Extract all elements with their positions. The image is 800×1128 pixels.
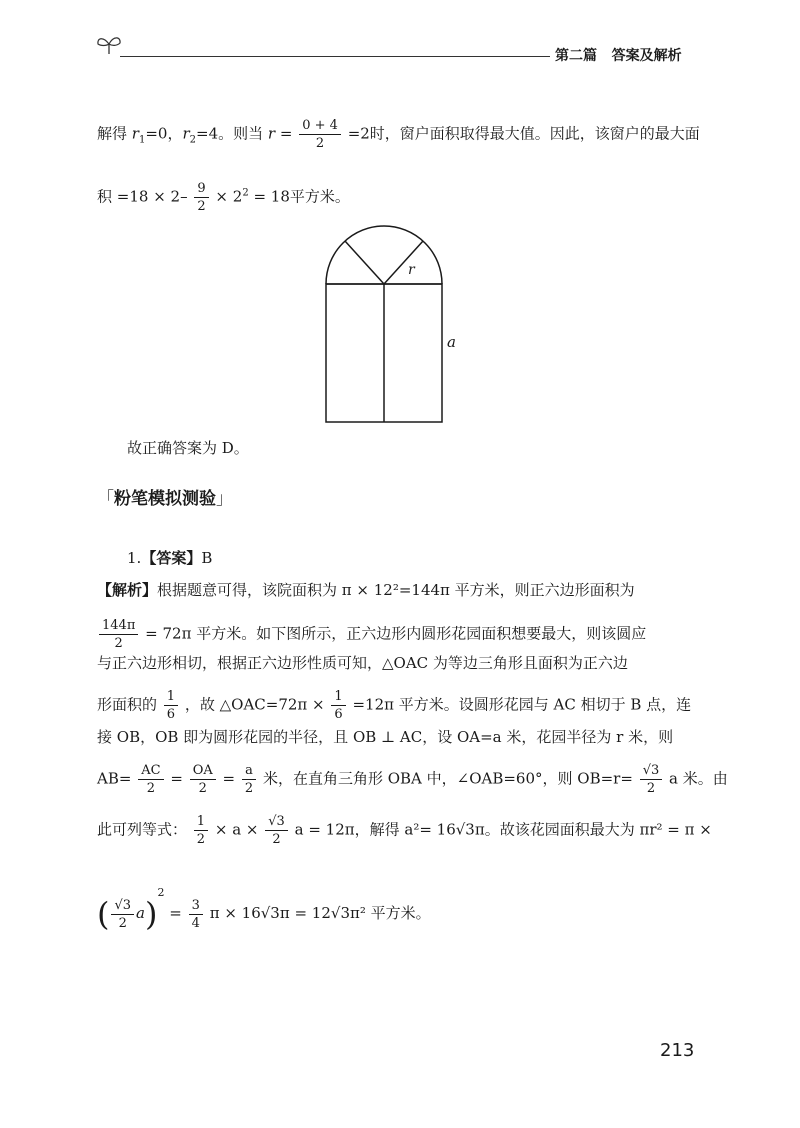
header-rule bbox=[120, 56, 550, 57]
arch-radius-right bbox=[384, 241, 423, 284]
label-r: r bbox=[408, 262, 415, 278]
fraction-3-over-4: $\frac{3}{4}$ bbox=[189, 897, 203, 932]
bracket-left-icon: 「 bbox=[97, 489, 114, 509]
fraction-a-over-2: $\frac{a}{2}$ bbox=[242, 762, 256, 797]
window-arch bbox=[326, 226, 442, 284]
fraction-sqrt3-over-2: $\frac{√3}{2}$ bbox=[640, 762, 663, 797]
fraction-sqrt3-over-2-c: $\frac{√3}{2}$ bbox=[111, 897, 134, 932]
fraction-9-over-2: $\frac{9}{2}$ bbox=[194, 180, 208, 215]
fraction-1-over-6: $\frac{1}{6}$ bbox=[164, 688, 178, 723]
q1-line-7: 此可列等式： $\frac{1}{2}$ × a × $\frac{√3}{2}$ a = 12π，解得 a²= 16√3π。故该花园面积最大为 πr² = π × bbox=[97, 814, 712, 847]
fraction-oa-over-2: $\frac{OA}{2}$ bbox=[190, 762, 216, 797]
header-subtitle: 答案及解析 bbox=[611, 48, 682, 64]
fraction-1-over-2: $\frac{1}{2}$ bbox=[194, 813, 208, 848]
arch-radius-left bbox=[345, 241, 384, 284]
window-figure bbox=[320, 220, 470, 430]
header-title bbox=[555, 45, 682, 65]
q1-line-3: 与正六边形相切，根据正六边形性质可知，△OAC 为等边三角形且面积为正六边 bbox=[97, 654, 628, 672]
page-number: 213 bbox=[660, 1040, 695, 1061]
fraction-0-plus-4-over-2: $\frac{0 + 4}{2}$ bbox=[299, 117, 341, 152]
bracket-right-icon: 」 bbox=[216, 489, 233, 509]
q1-line-8: ( $\frac{√3}{2}$ a)$^2$ = $\frac{3}{4}$ π × 16√3π = 12√3π² 平方米。 bbox=[97, 886, 431, 933]
q1-line-4: 形面积的 $\frac{1}{6}$ ，故 △OAC=72π × $\frac{1}{6}$ =12π 平方米。设圆形花园与 AC 相切于 B 点，连 bbox=[97, 689, 692, 722]
header-sprout-icon bbox=[95, 32, 123, 56]
q1-line-6: AB= $\frac{AC}{2}$ = $\frac{OA}{2}$ = $\frac{a}{2}$ 米，在直角三角形 OBA 中，∠OAB=60°，则 OB=r= $\frac{√3}{2}$ a 米。由 bbox=[97, 763, 728, 796]
q1-line-1: 【解析】根据题意可得，该院面积为 π × 12²=144π 平方米，则正六边形面积为 bbox=[97, 581, 635, 599]
paren-right-icon: ) bbox=[145, 895, 158, 933]
paren-left-icon: ( bbox=[97, 895, 110, 933]
fraction-1-over-6-b: $\frac{1}{6}$ bbox=[331, 688, 345, 723]
fraction-ac-over-2: $\frac{AC}{2}$ bbox=[138, 762, 163, 797]
prev-line-2: 积 =18 × 2– $\frac{9}{2}$ × $2^2 = 18$平方米。 bbox=[97, 181, 350, 214]
header-section: 第二篇 bbox=[555, 48, 597, 64]
fraction-144pi-over-2: $\frac{144\pi}{2}$ bbox=[99, 617, 138, 652]
q1-answer-line: 1.【答案】B bbox=[127, 549, 213, 567]
section-title: 「粉笔模拟测验」 bbox=[97, 489, 233, 509]
label-a: a bbox=[447, 333, 456, 351]
prev-line-1: 解得 $r_1=0$，$r_2=4$。则当 r = $\frac{0 + 4}{2}$ =2时，窗户面积取得最大值。因此，该窗户的最大面 bbox=[97, 118, 700, 151]
prev-conclusion: 故正确答案为 D。 bbox=[127, 439, 249, 457]
q1-line-5: 接 OB，OB 即为圆形花园的半径，且 OB ⊥ AC，设 OA=a 米，花园半径为 r 米，则 bbox=[97, 728, 674, 746]
q1-line-2: $\frac{144\pi}{2}$ = 72π 平方米。如下图所示，正六边形内圆形花园面积想要最大，则该圆应 bbox=[97, 617, 646, 652]
fraction-sqrt3-over-2-b: $\frac{√3}{2}$ bbox=[265, 813, 288, 848]
